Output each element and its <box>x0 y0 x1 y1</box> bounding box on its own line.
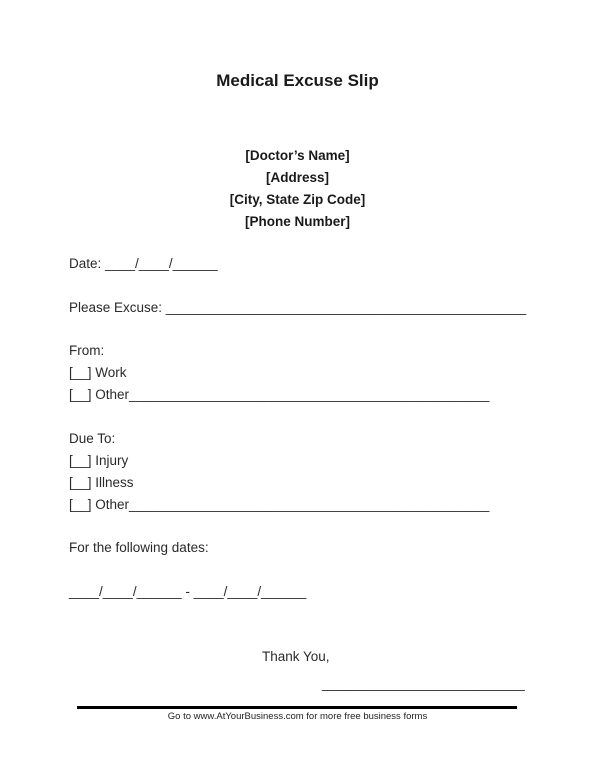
following-dates-label: For the following dates: <box>69 540 209 555</box>
due-to-option-other: [__] Other________________________________________________ <box>69 497 490 512</box>
city-state-zip-placeholder: [City, State Zip Code] <box>229 192 366 207</box>
phone-number-placeholder: [Phone Number] <box>244 214 350 229</box>
due-to-option-injury: [__] Injury <box>69 453 129 468</box>
due-to-label: Due To: <box>69 431 116 446</box>
signature-line: ___________________________ <box>322 676 525 691</box>
due-to-option-illness: [__] Illness <box>69 475 134 490</box>
address-placeholder: [Address] <box>265 170 329 185</box>
thank-you-text: Thank You, <box>262 649 330 664</box>
from-label: From: <box>69 343 105 358</box>
footer-divider <box>77 706 517 709</box>
from-option-work: [__] Work <box>69 365 127 380</box>
footer-text: Go to www.AtYourBusiness.com for more free business forms <box>167 711 428 722</box>
doctor-address-block <box>0 145 591 233</box>
doctor-name-placeholder: [Doctor’s Name] <box>245 148 350 163</box>
dates-range-field: ____/____/______ - ____/____/______ <box>69 584 307 599</box>
from-option-other: [__] Other________________________________________________ <box>69 387 490 402</box>
document-title: Medical Excuse Slip <box>216 71 379 90</box>
please-excuse-field: Please Excuse: ________________________________________________ <box>69 300 527 315</box>
date-field: Date: ____/____/______ <box>69 256 218 271</box>
